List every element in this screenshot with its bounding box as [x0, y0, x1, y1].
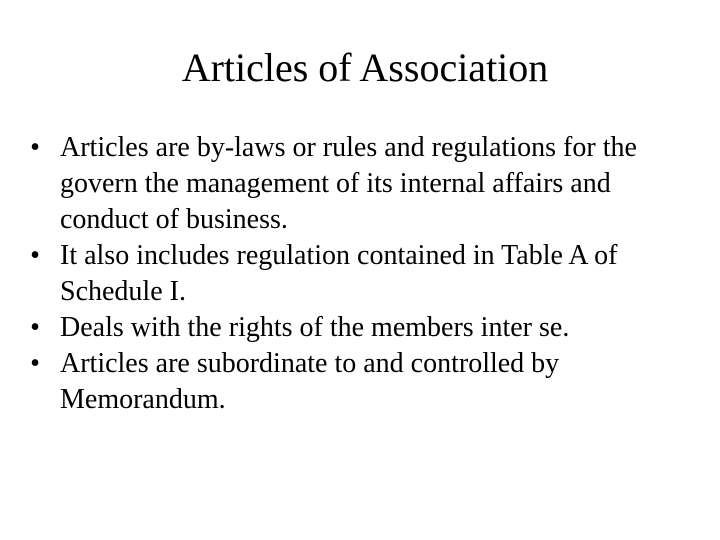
bullet-item — [25, 238, 695, 310]
bullet-item — [25, 130, 695, 238]
bullet-text: Articles are by-laws or rules and regulations for the govern the management of its internal affairs and conduct of business. — [60, 132, 637, 235]
bullet-text: Articles are subordinate to and controlled by Memorandum. — [60, 348, 560, 415]
slide-title: Articles of Association — [181, 45, 549, 90]
bullet-text: It also includes regulation contained in Table A of Schedule I. — [60, 240, 618, 307]
bullet-item — [25, 310, 695, 346]
bullet-dot-icon: • — [30, 240, 40, 271]
bullet-item — [25, 346, 695, 418]
bullet-dot-icon: • — [30, 132, 40, 163]
bullet-text: Deals with the rights of the members inter se. — [60, 312, 570, 343]
bullet-dot-icon: • — [30, 312, 40, 343]
bullet-list — [25, 130, 695, 418]
bullet-dot-icon: • — [30, 348, 40, 379]
